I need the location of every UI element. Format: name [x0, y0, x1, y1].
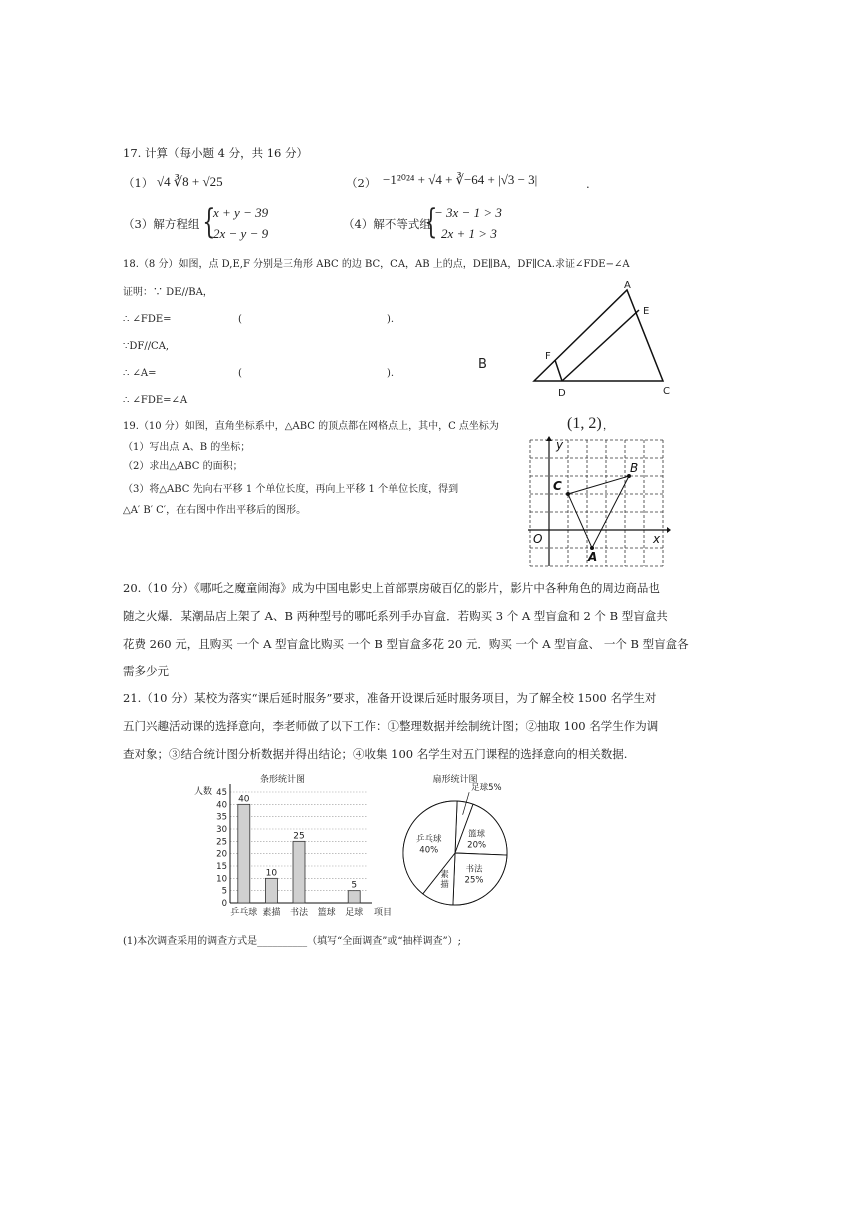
- bar-chart-bar: [265, 878, 277, 903]
- q18-fig-label-E: E: [643, 306, 650, 317]
- q17-part3-label: （3）解方程组: [123, 217, 200, 231]
- bar-chart-bar: [348, 891, 360, 903]
- bar-chart-bar: [238, 804, 250, 903]
- q19-sub3-line2: △A′ B′ C′，在右图中作出平移后的图形。: [123, 505, 307, 516]
- q19-sub3-line1: （3）将△ABC 先向右平移 1 个单位长度，再向上平移 1 个单位长度，得到: [123, 484, 459, 495]
- q17-title: 17. 计算（每小题 4 分，共 16 分）: [123, 146, 309, 160]
- bar-chart-ytick: 40: [216, 800, 227, 811]
- q18-proof-line1: 证明：∵ DE//BA，: [123, 287, 213, 298]
- q18-fig-label-F: F: [545, 351, 551, 362]
- q19-fig-label-O: O: [533, 532, 543, 546]
- bar-chart-ytick: 15: [216, 862, 227, 872]
- bar-chart-data-label: 40: [238, 794, 250, 805]
- pie-chart-title: 扇形统计图: [432, 775, 478, 785]
- q20-line1: 20.（10 分）《哪吒之魔童闹海》成为中国电影史上首部票房破百亿的影片，影片中各种角色的周边商品也: [123, 581, 660, 595]
- bar-chart-category-label: 乒乓球: [230, 908, 258, 918]
- q18-fig-label-C: C: [663, 386, 670, 397]
- q17-part4-ineq1: − 3x − 1 > 3: [434, 205, 502, 220]
- q18-triangle-figure: [470, 280, 710, 402]
- bar-chart-data-label: 10: [265, 868, 278, 879]
- pie-chart-slice-label: 书法: [465, 864, 483, 875]
- q21-line2: 五门兴趣活动课的选择意向，李老师做了以下工作：①整理数据并绘制统计图；②抽取 100 名学生作为调: [123, 719, 659, 733]
- bar-chart-title: 条形统计图: [260, 775, 306, 785]
- bar-chart-ytick: 0: [221, 899, 227, 909]
- q18-fig-label-B: B: [478, 357, 487, 372]
- pie-chart-slice-label: 篮球: [468, 829, 486, 840]
- bar-chart-ytick: 25: [216, 837, 227, 848]
- q19-fig-label-C: C: [553, 479, 562, 493]
- q19-fig-label-y: y: [556, 438, 564, 452]
- q17-part3-brace: {: [202, 202, 216, 242]
- q18-proof-line4-open: (: [238, 368, 242, 379]
- bar-chart-ytick: 10: [216, 874, 227, 885]
- pie-chart-slice-pct: 25%: [464, 875, 484, 886]
- q21-question1: (1)本次调查采用的调查方式是__________（填写“全面调查”或“抽样调查”）;: [123, 936, 461, 947]
- pie-chart-slice-label: 素: [440, 870, 449, 881]
- bar-chart-bar: [293, 841, 305, 903]
- q17-part2-tail: .: [586, 177, 590, 191]
- q18-title: 18.（8 分）如图，点 D,E,F 分别是三角形 ABC 的边 BC，CA，AB 上的点，DE∥BA，DF∥CA.求证∠FDE−∠A: [123, 259, 630, 270]
- q17-part4-brace: {: [424, 202, 438, 242]
- pie-chart-slice-label: 乒乓球: [415, 834, 442, 845]
- q18-fig-label-D: D: [558, 388, 566, 399]
- q21-line3: 查对象；③结合统计图分析数据并得出结论；④收集 100 名学生对五门课程的选择意向的相关数据.: [123, 747, 628, 761]
- q18-proof-line2-close: ).: [387, 314, 395, 325]
- bar-chart-ytick: 35: [216, 812, 227, 823]
- q18-proof-line3: ∵DF//CA,: [123, 341, 170, 352]
- q17-part3-eq1: x + y − 39: [213, 205, 269, 220]
- bar-chart-ytick: 20: [216, 849, 227, 860]
- pie-chart: [395, 770, 520, 920]
- bar-chart-xlabel: 项目: [374, 908, 393, 918]
- q20-line3: 花费 260 元，且购买 一个 A 型盲盒比购买 一个 B 型盲盒多花 20 元．购买 一个 A 型盲盒、 一个 B 型盲盒各: [123, 637, 689, 651]
- q18-proof-line5: ∴ ∠FDE=∠A: [123, 395, 188, 406]
- q17-part3-eq2: 2x − y − 9: [213, 226, 269, 241]
- q19-fig-label-x: x: [653, 532, 661, 546]
- bar-chart-category-label: 素描: [262, 908, 281, 918]
- q17-part4-ineq2: 2x + 1 > 3: [441, 226, 497, 241]
- bar-chart-data-label: 25: [293, 831, 305, 842]
- pie-chart-slice-label: 足球5%: [471, 783, 502, 794]
- q19-coord: (1, 2): [567, 415, 602, 432]
- q20-line4: 需多少元: [123, 664, 169, 678]
- bar-chart-category-label: 书法: [289, 908, 309, 918]
- q17-part2-label: （2）: [346, 176, 377, 190]
- q19-sub1: （1）写出点 A、B 的坐标；: [123, 442, 251, 453]
- q19-grid-figure: [525, 435, 671, 569]
- bar-chart-ytick: 5: [221, 886, 227, 897]
- q18-proof-line2-open: (: [238, 314, 242, 325]
- q17-part1-expr: √4 ∛8 + √25: [157, 174, 223, 189]
- q17-part2-expr: −1²⁰²⁴ + √4 + ∛−64 + |√3 − 3|: [383, 172, 538, 187]
- bar-chart-ytick: 30: [216, 825, 227, 835]
- q21-line1: 21.（10 分）某校为落实“课后延时服务”要求，准备开设课后延时服务项目，为了解全校 1500 名学生对: [123, 691, 657, 705]
- q19-fig-label-A: A: [588, 550, 598, 564]
- pie-chart-slice-label: 描: [440, 880, 449, 891]
- q19-sub2: （2）求出△ABC 的面积；: [123, 461, 243, 472]
- q19-coord-tail: ，: [603, 421, 613, 432]
- q18-fig-label-A: A: [624, 280, 631, 291]
- q17-part4-label: （4）解不等式组: [343, 217, 431, 231]
- pie-chart-slice-pct: 20%: [467, 840, 487, 851]
- bar-chart: [190, 770, 393, 920]
- q18-proof-line4: ∴ ∠A=: [123, 368, 157, 379]
- bar-chart-category-label: 篮球: [317, 908, 336, 918]
- q18-proof-line4-close: ).: [387, 368, 395, 379]
- q18-proof-line2: ∴ ∠FDE=: [123, 314, 172, 325]
- q20-line2: 随之火爆．某潮品店上架了 A、B 两种型号的哪吒系列手办盲盒．若购买 3 个 A 型盲盒和 2 个 B 型盲盒共: [123, 609, 668, 623]
- q19-fig-label-B: B: [630, 461, 639, 475]
- bar-chart-data-label: 5: [351, 880, 358, 891]
- q17-part1-label: （1）: [123, 176, 154, 190]
- pie-chart-slice-pct: 40%: [419, 845, 439, 856]
- bar-chart-ylabel: 人数: [194, 787, 213, 797]
- bar-chart-ytick: 45: [216, 788, 227, 798]
- bar-chart-category-label: 足球: [345, 908, 364, 918]
- q19-title: 19.（10 分）如图，直角坐标系中，△ABC 的顶点都在网格点上，其中，C 点坐标为: [123, 421, 499, 432]
